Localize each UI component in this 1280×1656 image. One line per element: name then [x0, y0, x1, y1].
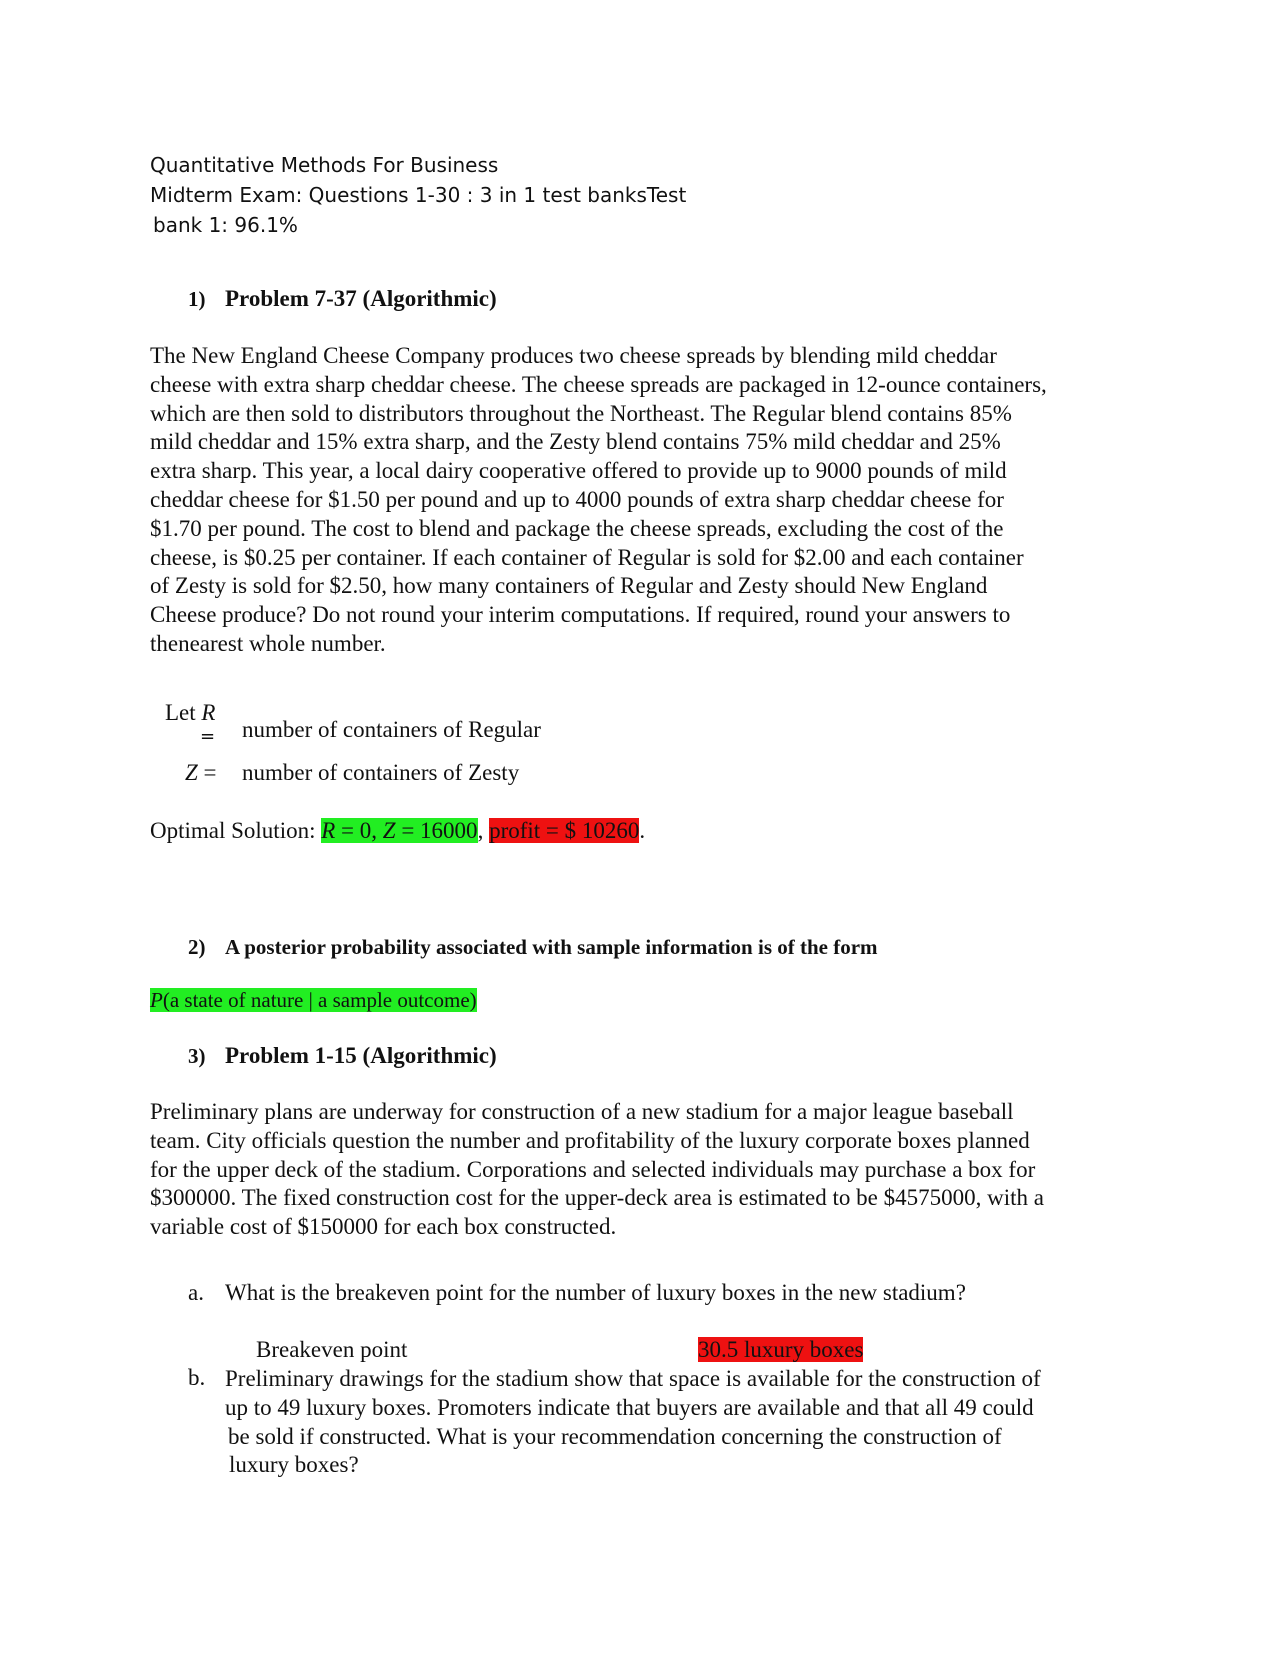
question-3-body [150, 1098, 1130, 1242]
body-line: up to 49 luxury boxes. Promoters indicate that buyers are available and that all 49 could [225, 1394, 1034, 1420]
solution-values-highlight: R = 0, Z = 16000 [321, 818, 478, 843]
body-line: which are then sold to distributors throughout the Northeast. The Regular blend contains 85% [150, 400, 1012, 426]
question-1-number: 1) [188, 287, 206, 311]
question-1-body [150, 342, 1130, 659]
header-line-3: bank 1: 96.1% [153, 213, 298, 237]
body-line: of Zesty is sold for $2.50, how many containers of Regular and Zesty should New England [150, 573, 988, 599]
let-r-equals: = [200, 726, 216, 747]
body-line: Cheese produce? Do not round your interim computations. If required, round your answers to [150, 602, 1011, 628]
let-z-label: Z = [185, 760, 217, 785]
part-b-label: b. [188, 1365, 206, 1390]
part-b-text [225, 1365, 1125, 1480]
body-line: luxury boxes? [229, 1452, 359, 1478]
var-z-description: number of containers of Zesty [242, 760, 520, 785]
var-r-description: number of containers of Regular [242, 717, 541, 742]
body-line: cheese with extra sharp cheddar cheese. The cheese spreads are packaged in 12-ounce containers, [150, 371, 1047, 397]
question-2-answer [150, 988, 477, 1013]
body-line: for the upper deck of the stadium. Corporations and selected individuals may purchase a box for [150, 1156, 1036, 1182]
body-line: Preliminary drawings for the stadium show that space is available for the construction of [225, 1366, 1041, 1391]
question-3-heading [188, 1043, 497, 1069]
question-3-title: Problem 1-15 (Algorithmic) [225, 1043, 497, 1068]
question-3-number: 3) [188, 1044, 206, 1068]
question-2-heading [188, 935, 878, 960]
answer-highlight: P(a state of nature | a sample outcome) [150, 988, 477, 1012]
optimal-solution-line: Optimal Solution: R = 0, Z = 16000, profit = $ 10260. [150, 818, 646, 843]
document-header [150, 150, 686, 240]
body-line: $1.70 per pound. The cost to blend and package the cheese spreads, excluding the cost of the [150, 515, 1004, 541]
profit-highlight: profit = $ 10260 [489, 818, 640, 843]
body-line: thenearest whole number. [150, 630, 386, 656]
question-2-number: 2) [188, 935, 206, 959]
body-line: mild cheddar and 15% extra sharp, and the Zesty blend contains 75% mild cheddar and 25% [150, 429, 1001, 455]
body-line: be sold if constructed. What is your recommendation concerning the construction of [228, 1423, 1002, 1449]
body-line: $300000. The fixed construction cost for the upper-deck area is estimated to be $4575000, with a [150, 1185, 1044, 1211]
body-line: cheese, is $0.25 per container. If each container of Regular is sold for $2.00 and each container [150, 544, 1024, 570]
question-1-heading [188, 286, 497, 312]
body-line: Preliminary plans are underway for construction of a new stadium for a major league baseball [150, 1099, 1014, 1124]
header-line-2: Midterm Exam: Questions 1-30 : 3 in 1 test banksTest [150, 183, 687, 207]
body-line: team. City officials question the number and profitability of the luxury corporate boxes planned [150, 1127, 1030, 1153]
part-a-text: What is the breakeven point for the number of luxury boxes in the new stadium? [225, 1280, 966, 1305]
part-a-label: a. [188, 1280, 204, 1305]
body-line: The New England Cheese Company produces two cheese spreads by blending mild cheddar [150, 343, 997, 368]
header-line-1: Quantitative Methods For Business [150, 153, 499, 177]
breakeven-label: Breakeven point [256, 1337, 408, 1362]
body-line: variable cost of $150000 for each box constructed. [150, 1214, 617, 1240]
question-2-title: A posterior probability associated with sample information is of the form [225, 935, 878, 959]
body-line: extra sharp. This year, a local dairy cooperative offered to provide up to 9000 pounds of mild [150, 458, 1007, 484]
body-line: cheddar cheese for $1.50 per pound and up to 4000 pounds of extra sharp cheddar cheese for [150, 486, 1004, 512]
solution-label: Optimal Solution: [150, 818, 316, 843]
question-1-title: Problem 7-37 (Algorithmic) [225, 286, 497, 311]
let-r-label: Let R [165, 700, 216, 725]
breakeven-answer: 30.5 luxury boxes [698, 1337, 864, 1362]
